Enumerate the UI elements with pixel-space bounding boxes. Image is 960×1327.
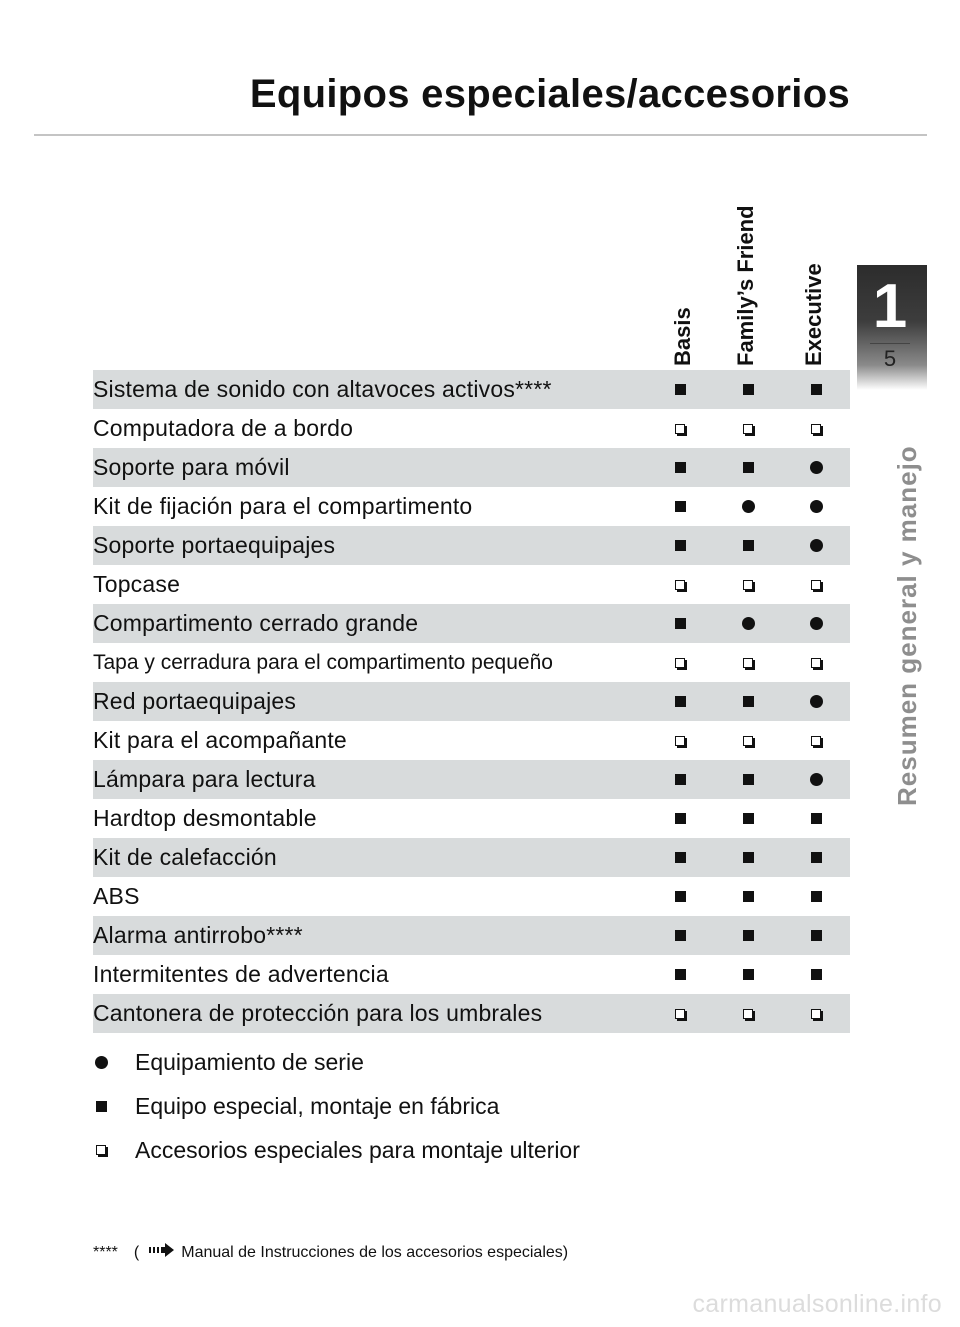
- availability-cell: [805, 955, 827, 994]
- square-icon: [743, 969, 754, 980]
- square-icon: [743, 891, 754, 902]
- square-icon: [675, 696, 686, 707]
- box-icon: [811, 736, 821, 746]
- availability-cell: [669, 604, 691, 643]
- availability-cell: [737, 838, 759, 877]
- availability-cell: [805, 799, 827, 838]
- table-row: [93, 487, 850, 526]
- availability-cell: [669, 565, 691, 604]
- column-header-basis: Basis: [670, 307, 695, 366]
- availability-cell: [805, 760, 827, 799]
- availability-cell: [805, 838, 827, 877]
- availability-cell: [669, 643, 691, 682]
- table-row: [93, 604, 850, 643]
- table-row: [93, 994, 850, 1033]
- table-row: [93, 526, 850, 565]
- availability-cell: [669, 760, 691, 799]
- square-icon: [743, 384, 754, 395]
- table-row: [93, 955, 850, 994]
- box-icon: [811, 580, 821, 590]
- table-row: [93, 760, 850, 799]
- availability-cell: [669, 370, 691, 409]
- box-icon: [811, 658, 821, 668]
- page-number: 5: [883, 346, 897, 371]
- availability-cell: [805, 643, 827, 682]
- row-label: Soporte para móvil: [93, 454, 290, 480]
- availability-cell: [805, 487, 827, 526]
- availability-cell: [737, 409, 759, 448]
- square-icon: [811, 930, 822, 941]
- square-icon: [811, 891, 822, 902]
- availability-cell: [737, 955, 759, 994]
- row-label: Intermitentes de advertencia: [93, 961, 389, 987]
- square-icon: [675, 501, 686, 512]
- footnote-open-paren: (: [133, 1243, 140, 1261]
- table-row: [93, 799, 850, 838]
- arrow-right-icon: [149, 1243, 175, 1262]
- section-side-label: Resumen general y manejo: [892, 445, 922, 806]
- table-row: [93, 643, 850, 682]
- availability-cell: [805, 565, 827, 604]
- row-label: Computadora de a bordo: [93, 415, 354, 441]
- legend-text: Equipamiento de serie: [135, 1049, 364, 1075]
- table-row: [93, 370, 850, 409]
- box-icon: [675, 736, 685, 746]
- availability-cell: [805, 448, 827, 487]
- availability-cell: [737, 604, 759, 643]
- circle-icon: [810, 617, 823, 630]
- watermark: carmanualsonline.info: [692, 1290, 942, 1318]
- equipment-table: [93, 370, 850, 1033]
- availability-cell: [737, 487, 759, 526]
- box-icon: [675, 658, 685, 668]
- legend: [93, 1043, 793, 1175]
- legend-item: [93, 1087, 793, 1131]
- square-icon: [675, 852, 686, 863]
- availability-cell: [669, 721, 691, 760]
- box-icon: [96, 1145, 106, 1155]
- row-label: Kit para el acompañante: [93, 727, 347, 753]
- availability-cell: [669, 877, 691, 916]
- row-label: Soporte portaequipajes: [93, 532, 336, 558]
- availability-cell: [669, 526, 691, 565]
- row-label: Alarma antirrobo****: [93, 922, 303, 948]
- circle-icon: [810, 539, 823, 552]
- availability-cell: [737, 682, 759, 721]
- legend-symbol: [93, 1087, 109, 1125]
- box-icon: [675, 424, 685, 434]
- square-icon: [675, 891, 686, 902]
- column-header-familys-friend: Family’s Friend: [733, 205, 758, 366]
- table-row: [93, 682, 850, 721]
- box-icon: [675, 1009, 685, 1019]
- circle-icon: [810, 461, 823, 474]
- row-label: Tapa y cerradura para el compartimento pequeño: [93, 651, 553, 674]
- availability-cell: [669, 838, 691, 877]
- chapter-number: 1: [872, 272, 908, 341]
- square-icon: [811, 384, 822, 395]
- availability-cell: [805, 370, 827, 409]
- page-title: Equipos especiales/accesorios: [249, 72, 850, 116]
- row-label: Hardtop desmontable: [93, 805, 317, 831]
- availability-cell: [737, 448, 759, 487]
- availability-cell: [669, 409, 691, 448]
- square-icon: [675, 813, 686, 824]
- square-icon: [675, 462, 686, 473]
- footnote: [93, 1243, 568, 1262]
- square-icon: [743, 696, 754, 707]
- availability-cell: [669, 994, 691, 1033]
- availability-cell: [669, 448, 691, 487]
- row-label: ABS: [93, 883, 140, 909]
- square-icon: [811, 813, 822, 824]
- square-icon: [743, 813, 754, 824]
- availability-cell: [669, 682, 691, 721]
- availability-cell: [737, 877, 759, 916]
- box-icon: [811, 424, 821, 434]
- availability-cell: [805, 682, 827, 721]
- legend-symbol: [93, 1131, 109, 1169]
- table-row: [93, 565, 850, 604]
- box-icon: [811, 1009, 821, 1019]
- availability-cell: [737, 994, 759, 1033]
- circle-icon: [742, 617, 755, 630]
- row-label: Red portaequipajes: [93, 688, 297, 714]
- box-icon: [743, 1009, 753, 1019]
- row-label: Kit de calefacción: [93, 844, 277, 870]
- box-icon: [675, 580, 685, 590]
- chapter-divider: [870, 343, 910, 344]
- row-label: Topcase: [93, 571, 181, 597]
- table-row: [93, 721, 850, 760]
- availability-cell: [805, 721, 827, 760]
- footnote-marker: ****: [93, 1243, 118, 1261]
- circle-icon: [742, 500, 755, 513]
- table-row: [93, 877, 850, 916]
- table-row: [93, 838, 850, 877]
- availability-cell: [805, 994, 827, 1033]
- row-label: Compartimento cerrado grande: [93, 610, 419, 636]
- square-icon: [675, 540, 686, 551]
- availability-cell: [737, 721, 759, 760]
- square-icon: [675, 384, 686, 395]
- availability-cell: [737, 643, 759, 682]
- square-icon: [743, 774, 754, 785]
- legend-text: Equipo especial, montaje en fábrica: [135, 1093, 500, 1119]
- circle-icon: [95, 1056, 108, 1069]
- box-icon: [743, 580, 753, 590]
- availability-cell: [737, 370, 759, 409]
- square-icon: [675, 969, 686, 980]
- availability-cell: [669, 487, 691, 526]
- availability-cell: [805, 916, 827, 955]
- square-icon: [675, 618, 686, 629]
- availability-cell: [737, 916, 759, 955]
- availability-cell: [805, 877, 827, 916]
- circle-icon: [810, 695, 823, 708]
- square-icon: [811, 969, 822, 980]
- square-icon: [743, 852, 754, 863]
- availability-cell: [737, 760, 759, 799]
- availability-cell: [669, 799, 691, 838]
- availability-cell: [737, 799, 759, 838]
- availability-cell: [805, 409, 827, 448]
- box-icon: [743, 658, 753, 668]
- table-row: [93, 916, 850, 955]
- square-icon: [743, 540, 754, 551]
- row-label: Lámpara para lectura: [93, 766, 316, 792]
- legend-text: Accesorios especiales para montaje ulterior: [135, 1137, 580, 1163]
- row-label: Sistema de sonido con altavoces activos****: [93, 376, 552, 402]
- availability-cell: [737, 565, 759, 604]
- square-icon: [675, 930, 686, 941]
- table-row: [93, 409, 850, 448]
- legend-item: [93, 1131, 793, 1175]
- availability-cell: [669, 955, 691, 994]
- row-label: Cantonera de protección para los umbrales: [93, 1000, 543, 1026]
- availability-cell: [805, 604, 827, 643]
- availability-cell: [737, 526, 759, 565]
- circle-icon: [810, 500, 823, 513]
- square-icon: [96, 1101, 107, 1112]
- square-icon: [811, 852, 822, 863]
- footnote-text: Manual de Instrucciones de los accesorios especiales): [181, 1243, 569, 1261]
- square-icon: [675, 774, 686, 785]
- legend-item: [93, 1043, 793, 1087]
- table-row: [93, 448, 850, 487]
- circle-icon: [810, 773, 823, 786]
- legend-symbol: [93, 1043, 109, 1081]
- row-label: Kit de fijación para el compartimento: [93, 493, 473, 519]
- column-header-executive: Executive: [801, 263, 826, 366]
- box-icon: [743, 424, 753, 434]
- availability-cell: [805, 526, 827, 565]
- square-icon: [743, 930, 754, 941]
- availability-cell: [669, 916, 691, 955]
- box-icon: [743, 736, 753, 746]
- square-icon: [743, 462, 754, 473]
- title-divider: [34, 134, 927, 136]
